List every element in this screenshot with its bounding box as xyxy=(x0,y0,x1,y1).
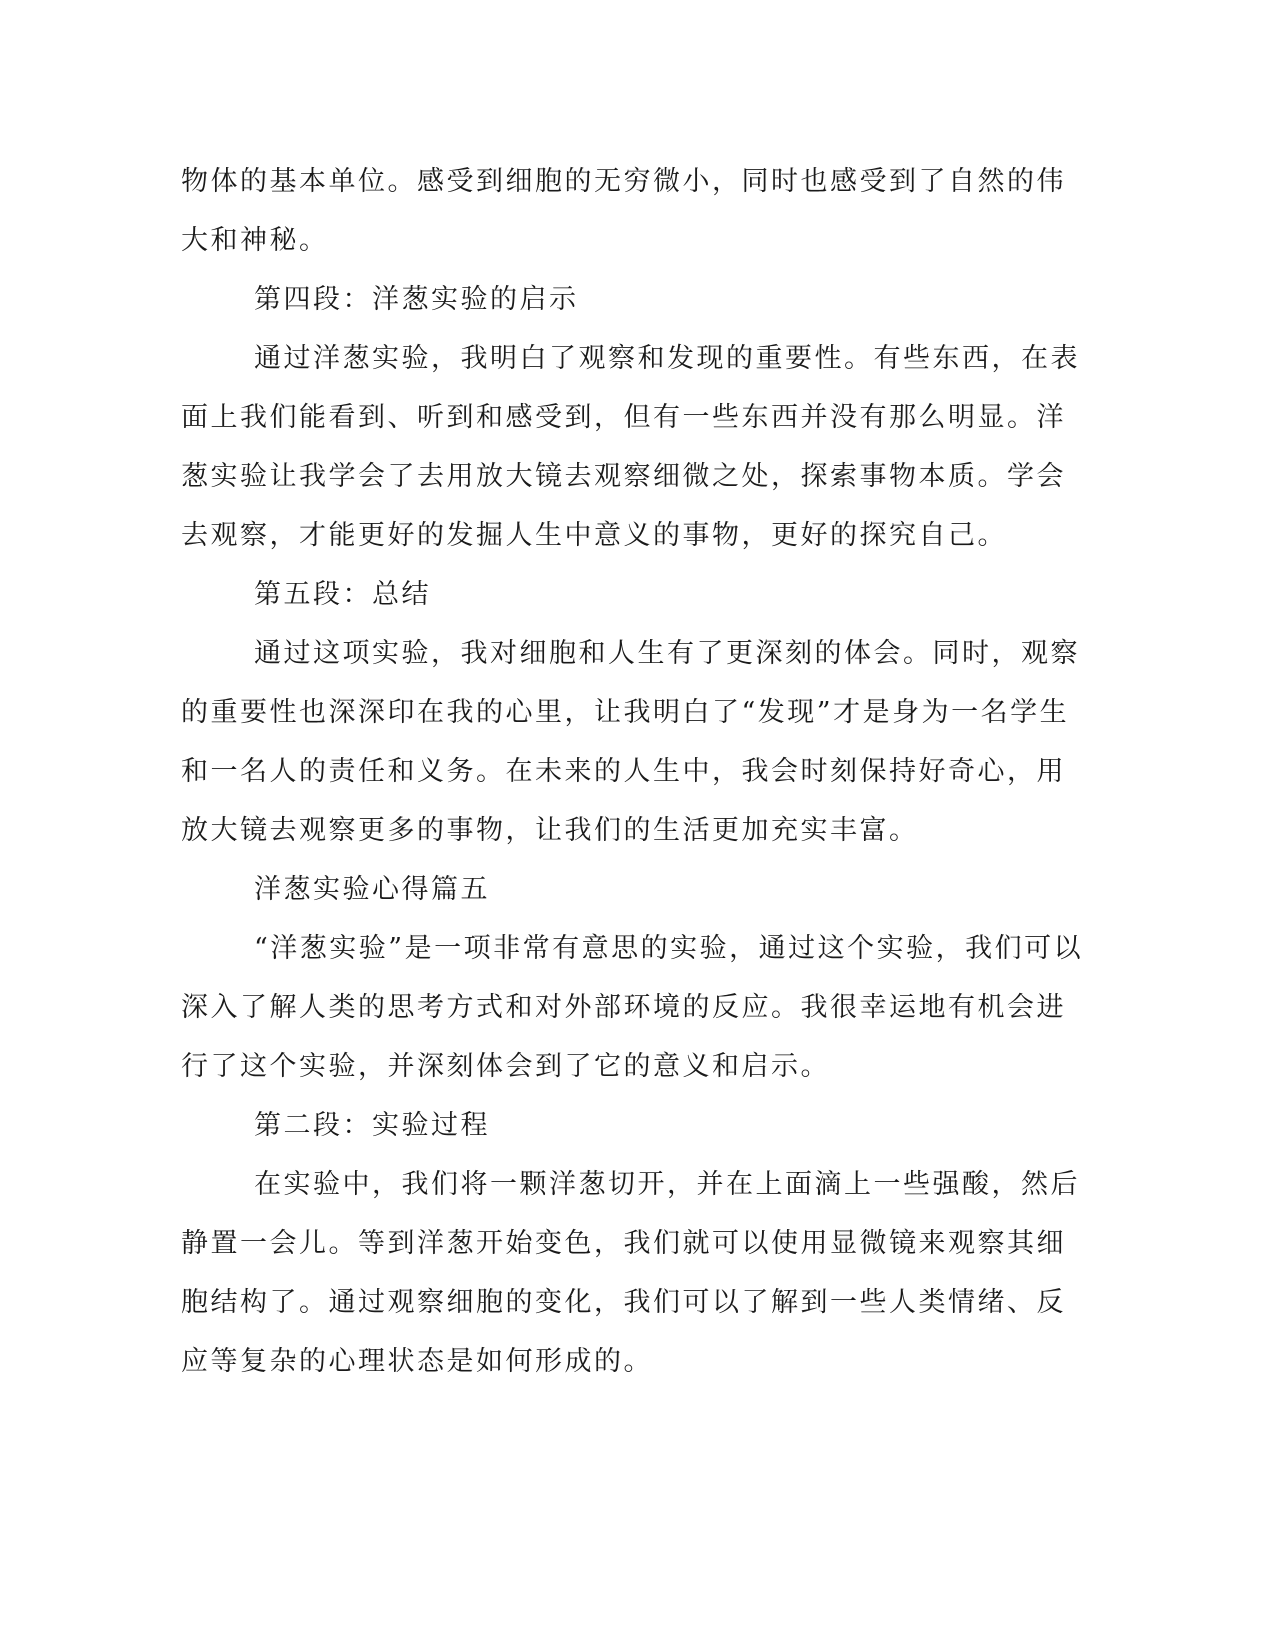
text-line: “洋葱实验”是一项非常有意思的实验，通过这个实验，我们可以 xyxy=(254,933,1084,964)
text-line: 在实验中，我们将一颗洋葱切开，并在上面滴上一些强酸，然后 xyxy=(254,1169,1080,1200)
text-line: 深入了解人类的思考方式和对外部环境的反应。我很幸运地有机会进 xyxy=(181,992,1066,1023)
text-line: 去观察，才能更好的发掘人生中意义的事物，更好的探究自己。 xyxy=(181,520,1007,551)
text-line: 通过洋葱实验，我明白了观察和发现的重要性。有些东西，在表 xyxy=(254,343,1080,374)
text-line: 放大镜去观察更多的事物，让我们的生活更加充实丰富。 xyxy=(181,815,919,846)
text-line: 大和神秘。 xyxy=(181,225,329,256)
document-body xyxy=(181,152,1084,1391)
text-line: 通过这项实验，我对细胞和人生有了更深刻的体会。同时，观察 xyxy=(254,638,1080,669)
text-line: 物体的基本单位。感受到细胞的无穷微小，同时也感受到了自然的伟 xyxy=(181,166,1066,197)
section-heading: 第四段：洋葱实验的启示 xyxy=(254,284,579,315)
text-line: 面上我们能看到、听到和感受到，但有一些东西并没有那么明显。洋 xyxy=(181,402,1066,433)
text-line: 葱实验让我学会了去用放大镜去观察细微之处，探索事物本质。学会 xyxy=(181,461,1066,492)
text-line: 静置一会儿。等到洋葱开始变色，我们就可以使用显微镜来观察其细 xyxy=(181,1228,1066,1259)
section-heading: 第二段：实验过程 xyxy=(254,1110,490,1141)
text-line: 胞结构了。通过观察细胞的变化，我们可以了解到一些人类情绪、反 xyxy=(181,1287,1066,1318)
text-line: 的重要性也深深印在我的心里，让我明白了“发现”才是身为一名学生 xyxy=(181,697,1070,728)
text-line: 应等复杂的心理状态是如何形成的。 xyxy=(181,1346,653,1377)
text-line: 行了这个实验，并深刻体会到了它的意义和启示。 xyxy=(181,1051,830,1082)
article-title: 洋葱实验心得篇五 xyxy=(254,874,490,905)
text-line: 和一名人的责任和义务。在未来的人生中，我会时刻保持好奇心，用 xyxy=(181,756,1066,787)
section-heading: 第五段：总结 xyxy=(254,579,431,610)
